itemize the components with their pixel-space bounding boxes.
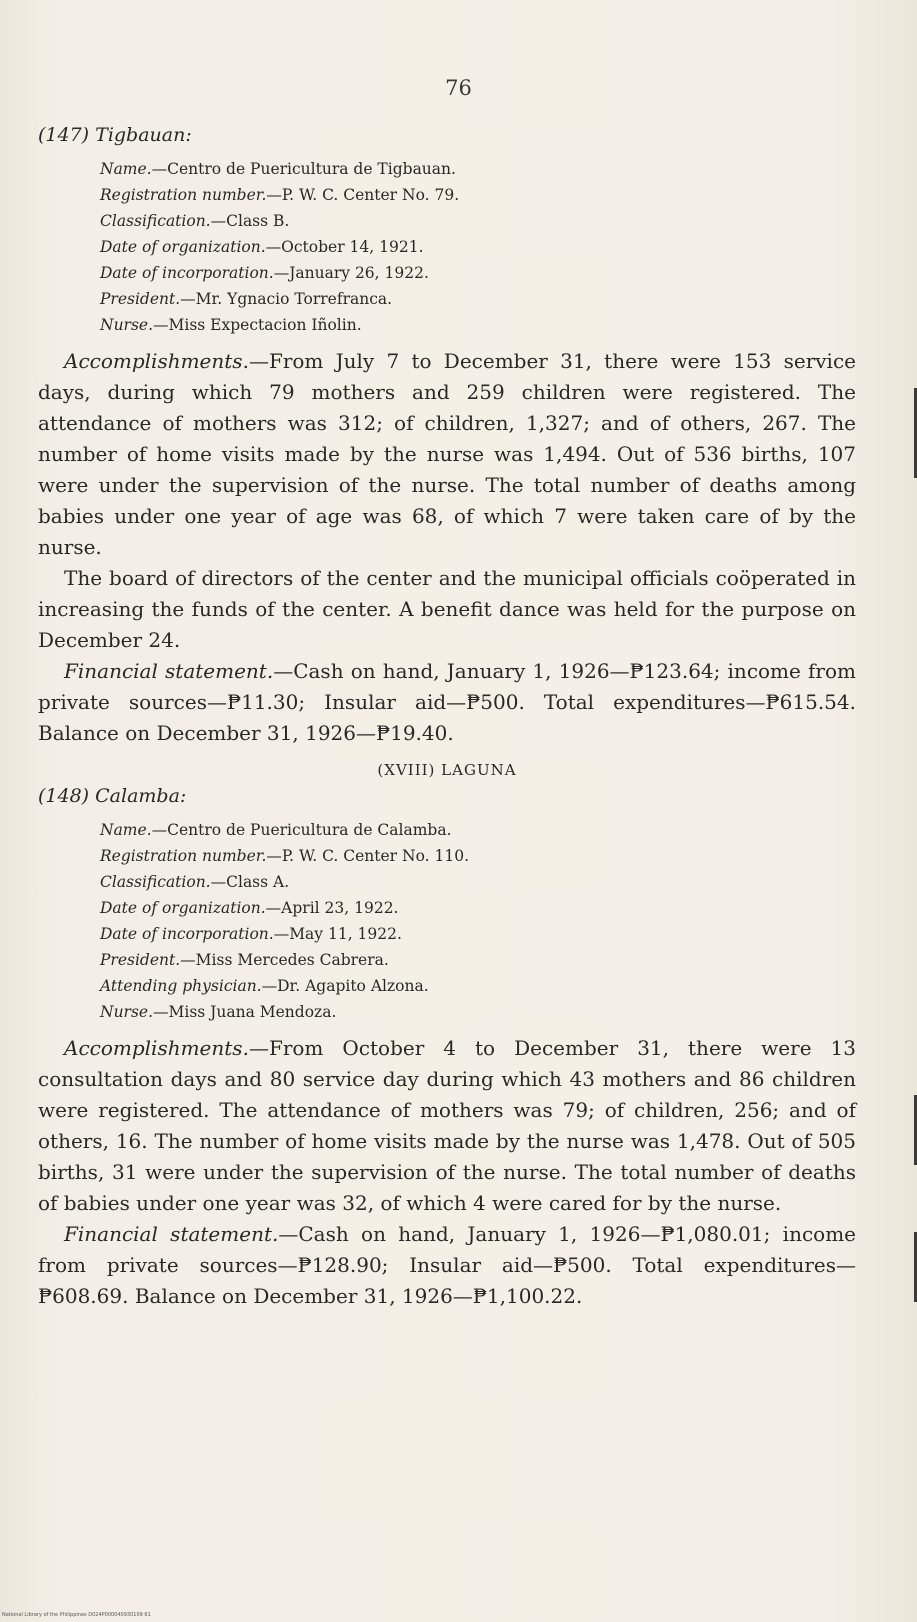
detail-value: —October 14, 1921. [265,238,424,256]
detail-value: —January 26, 1922. [273,264,429,282]
paragraph-label: Accomplishments. [64,349,249,373]
detail-row [100,843,856,869]
paragraph-text: —From October 4 to December 31, there were 13 consultation days and 80 service day during which 43 mothers and 86 children were registered. The attendance of mothers was 79; of children, 256; and of others, 16. The number of home visits made by the nurse was 1,478. Out of 505 births, 31 were under the supervision of the nurse. The total number of deaths of babies under one year was 32, of which 4 were cared for by the nurse. [38,1036,856,1215]
entry-number: (148) [38,785,90,807]
detail-label: Nurse. [100,1003,154,1021]
province-heading: (XVIII) LAGUNA [377,761,517,779]
detail-row [100,869,856,895]
detail-value: —May 11, 1922. [273,925,402,943]
detail-row [100,921,856,947]
board-paragraph [38,563,856,656]
detail-row [100,999,856,1025]
detail-value: —Class A. [210,873,290,891]
entry-place: Calamba: [95,785,187,807]
detail-value: —Miss Juana Mendoza. [153,1003,337,1021]
detail-label: Name. [100,160,152,178]
detail-row [100,286,856,312]
detail-label: President. [100,951,181,969]
accomplishments-paragraph [38,1033,856,1219]
entry-details [100,817,856,1025]
financial-paragraph [38,1219,856,1312]
detail-row [100,947,856,973]
detail-row [100,312,856,338]
detail-label: Date of incorporation. [100,925,274,943]
paragraph-text: —Cash on hand, January 1, 1926—₱1,080.01; income from private sources—₱128.90; Insular aid—₱500. Total expenditures—₱608.69. Balance on December 31, 1926—₱1,100.22. [38,1222,856,1308]
detail-label: Name. [100,821,152,839]
page-number: 76 [445,76,472,100]
financial-paragraph [38,656,856,749]
detail-label: Date of organization. [100,899,266,917]
entry-heading [38,785,856,807]
detail-value: —P. W. C. Center No. 110. [266,847,470,865]
detail-label: Registration number. [100,186,267,204]
detail-value: —Centro de Puericultura de Calamba. [151,821,452,839]
detail-value: —Miss Expectacion Iñolin. [153,316,362,334]
detail-value: —Class B. [210,212,290,230]
paragraph-label: Financial statement. [64,659,274,683]
detail-value: —Miss Mercedes Cabrera. [180,951,389,969]
paragraph-label: Financial statement. [64,1222,279,1246]
paragraph-text: —From July 7 to December 31, there were 153 service days, during which 79 mothers and 259 children were registered. The attendance of mothers was 312; of children, 1,327; and of others, 267. The number of home visits made by the nurse was 1,494. Out of 536 births, 107 were under the supervision of the nurse. The total number of deaths among babies under one year of age was 68, of which 7 were taken care of by the nurse. [38,349,856,559]
detail-row [100,260,856,286]
detail-value: —April 23, 1922. [265,899,399,917]
detail-label: Date of organization. [100,238,266,256]
detail-value: —P. W. C. Center No. 79. [266,186,460,204]
entry-place: Tigbauan: [95,124,192,146]
paragraph-text: —Cash on hand, January 1, 1926—₱123.64; income from private sources—₱11.30; Insular aid—₱500. Total expenditures—₱615.54. Balance on December 31, 1926—₱19.40. [38,659,856,745]
detail-label: Attending physician. [100,977,262,995]
detail-label: Registration number. [100,847,267,865]
page-content [38,124,856,1312]
detail-row [100,895,856,921]
detail-row [100,182,856,208]
detail-row [100,973,856,999]
entry-details [100,156,856,338]
detail-label: President. [100,290,181,308]
detail-row [100,208,856,234]
entry-tigbauan [38,124,856,749]
paragraph-label: Accomplishments. [64,1036,249,1060]
detail-label: Nurse. [100,316,154,334]
detail-label: Classification. [100,873,211,891]
detail-row [100,156,856,182]
entry-calamba [38,761,856,1312]
detail-value: —Dr. Agapito Alzona. [261,977,429,995]
detail-value: —Mr. Ygnacio Torrefranca. [180,290,393,308]
detail-label: Classification. [100,212,211,230]
detail-row [100,234,856,260]
detail-label: Date of incorporation. [100,264,274,282]
entry-heading [38,124,856,146]
accomplishments-paragraph [38,346,856,563]
entry-number: (147) [38,124,90,146]
detail-row [100,817,856,843]
paragraph-text: The board of directors of the center and the municipal officials coöperated in increasing the funds of the center. A benefit dance was held for the purpose on December 24. [38,566,856,652]
detail-value: —Centro de Puericultura de Tigbauan. [151,160,456,178]
scan-footer-credit: National Library of the Philippines D024P000040930109 61 [2,1612,151,1618]
